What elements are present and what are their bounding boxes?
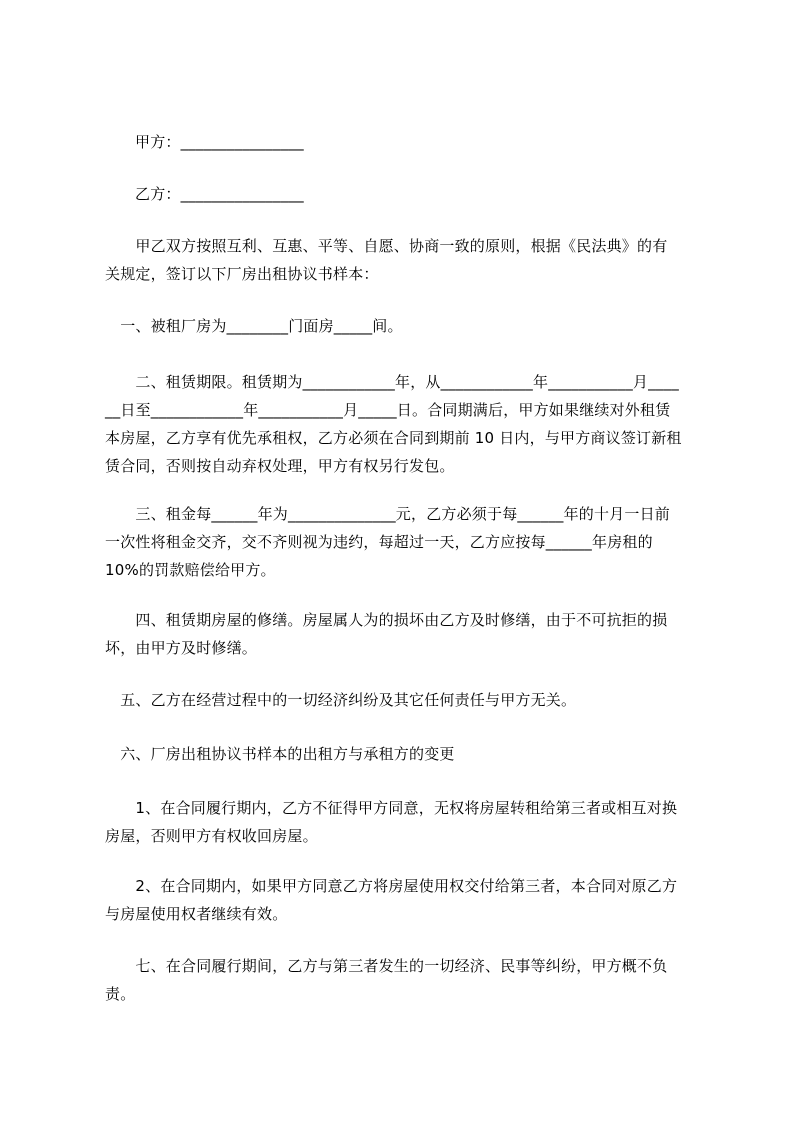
party-a-text: 甲方：________________ <box>135 133 304 151</box>
clause-6-1 <box>105 794 705 850</box>
clause-2-line-4: 赁合同，否则按自动弃权处理，甲方有权另行发包。 <box>105 457 455 475</box>
clause-4-line-2: 坏，由甲方及时修缮。 <box>105 639 258 657</box>
clause-2-line-3: 本房屋，乙方享有优先承租权，乙方必须在合同到期前 10 日内，与甲方商议签订新租 <box>105 429 682 447</box>
clause-6-line-1: 六、厂房出租协议书样本的出租方与承租方的变更 <box>105 745 455 763</box>
clause-5 <box>105 686 705 714</box>
clause-7 <box>105 952 705 1008</box>
clause-2-line-2: __日至____________年___________月_____日。合同期满后，甲方如果继续对外租赁 <box>105 401 671 419</box>
clause-6-2-line-2: 与房屋使用权者继续有效。 <box>105 905 288 923</box>
intro-line-2: 关规定，签订以下厂房出租协议书样本： <box>105 265 379 283</box>
intro-line-1: 甲乙双方按照互利、互惠、平等、自愿、协商一致的原则，根据《民法典》的有 <box>105 237 668 255</box>
party-b-text: 乙方：________________ <box>135 185 304 203</box>
clause-4 <box>105 606 705 662</box>
party-b-line <box>105 180 705 208</box>
clause-4-line-1: 四、租赁期房屋的修缮。房屋属人为的损坏由乙方及时修缮，由于不可抗拒的损 <box>105 611 668 629</box>
clause-1-line-1: 一、被租厂房为________门面房_____间。 <box>105 317 403 335</box>
clause-5-line-1: 五、乙方在经营过程中的一切经济纠纷及其它任何责任与甲方无关。 <box>105 691 577 709</box>
clause-3-line-3: 10%的罚款赔偿给甲方。 <box>105 561 276 579</box>
clause-2 <box>105 368 705 480</box>
intro-paragraph <box>105 232 705 288</box>
clause-2-line-1: 二、租赁期限。租赁期为____________年，从____________年___________月____ <box>105 373 679 391</box>
clause-6 <box>105 740 705 768</box>
clause-3-line-1: 三、租金每______年为______________元，乙方必须于每______年的十月一日前 <box>105 505 671 523</box>
clause-6-1-line-2: 房屋，否则甲方有权收回房屋。 <box>105 827 318 845</box>
clause-3-line-2: 一次性将租金交齐，交不齐则视为违约，每超过一天，乙方应按每______年房租的 <box>105 533 653 551</box>
party-a-line <box>105 128 705 156</box>
clause-3 <box>105 500 705 584</box>
clause-7-line-2: 责。 <box>105 985 136 1003</box>
clause-6-2-line-1: 2、在合同期内，如果甲方同意乙方将房屋使用权交付给第三者，本合同对原乙方 <box>105 877 678 895</box>
clause-7-line-1: 七、在合同履行期间，乙方与第三者发生的一切经济、民事等纠纷，甲方概不负 <box>105 957 668 975</box>
clause-6-2 <box>105 872 705 928</box>
clause-1 <box>105 312 705 340</box>
clause-6-1-line-1: 1、在合同履行期内，乙方不征得甲方同意，无权将房屋转租给第三者或相互对换 <box>105 799 678 817</box>
